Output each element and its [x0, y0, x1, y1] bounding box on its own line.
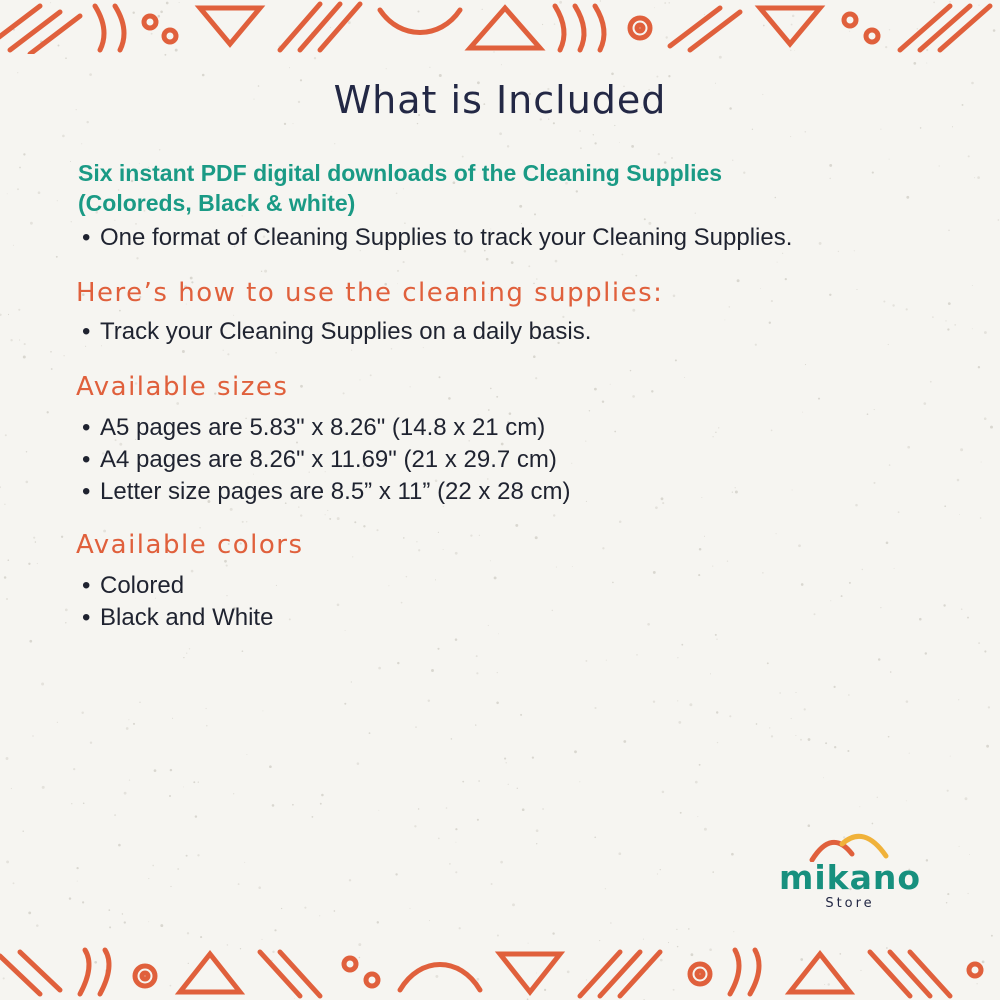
intro-bullet-list — [82, 222, 792, 254]
downloads-heading-line1: Six instant PDF digital downloads of the Cleaning Supplies — [78, 160, 723, 186]
how-to-heading: Here’s how to use the cleaning supplies: — [76, 278, 664, 308]
sizes-bullet-list — [82, 412, 570, 508]
brand-subtitle: Store — [825, 896, 875, 911]
list-item: • A4 pages are 8.26" x 11.69" (21 x 29.7 cm) — [82, 446, 557, 473]
arch-icon — [808, 826, 892, 862]
downloads-heading — [78, 158, 938, 218]
list-item: • Letter size pages are 8.5” x 11” (22 x 28 cm) — [82, 478, 571, 505]
list-item: • One format of Cleaning Supplies to track your Cleaning Supplies. — [82, 224, 793, 251]
list-item: • Track your Cleaning Supplies on a daily basis. — [82, 318, 592, 345]
how-to-bullet-list — [82, 316, 591, 348]
list-item: • Black and White — [82, 604, 274, 631]
mikano-store-logo — [770, 826, 930, 916]
downloads-heading-line2: (Coloreds, Black & white) — [78, 190, 356, 216]
colors-heading: Available colors — [76, 530, 304, 560]
brand-name: mikano — [778, 858, 922, 897]
sizes-heading: Available sizes — [76, 372, 289, 402]
list-item: • Colored — [82, 572, 185, 599]
list-item: • A5 pages are 5.83" x 8.26" (14.8 x 21 cm) — [82, 414, 546, 441]
colors-bullet-list — [82, 570, 273, 634]
page-title: What is Included — [333, 78, 667, 122]
